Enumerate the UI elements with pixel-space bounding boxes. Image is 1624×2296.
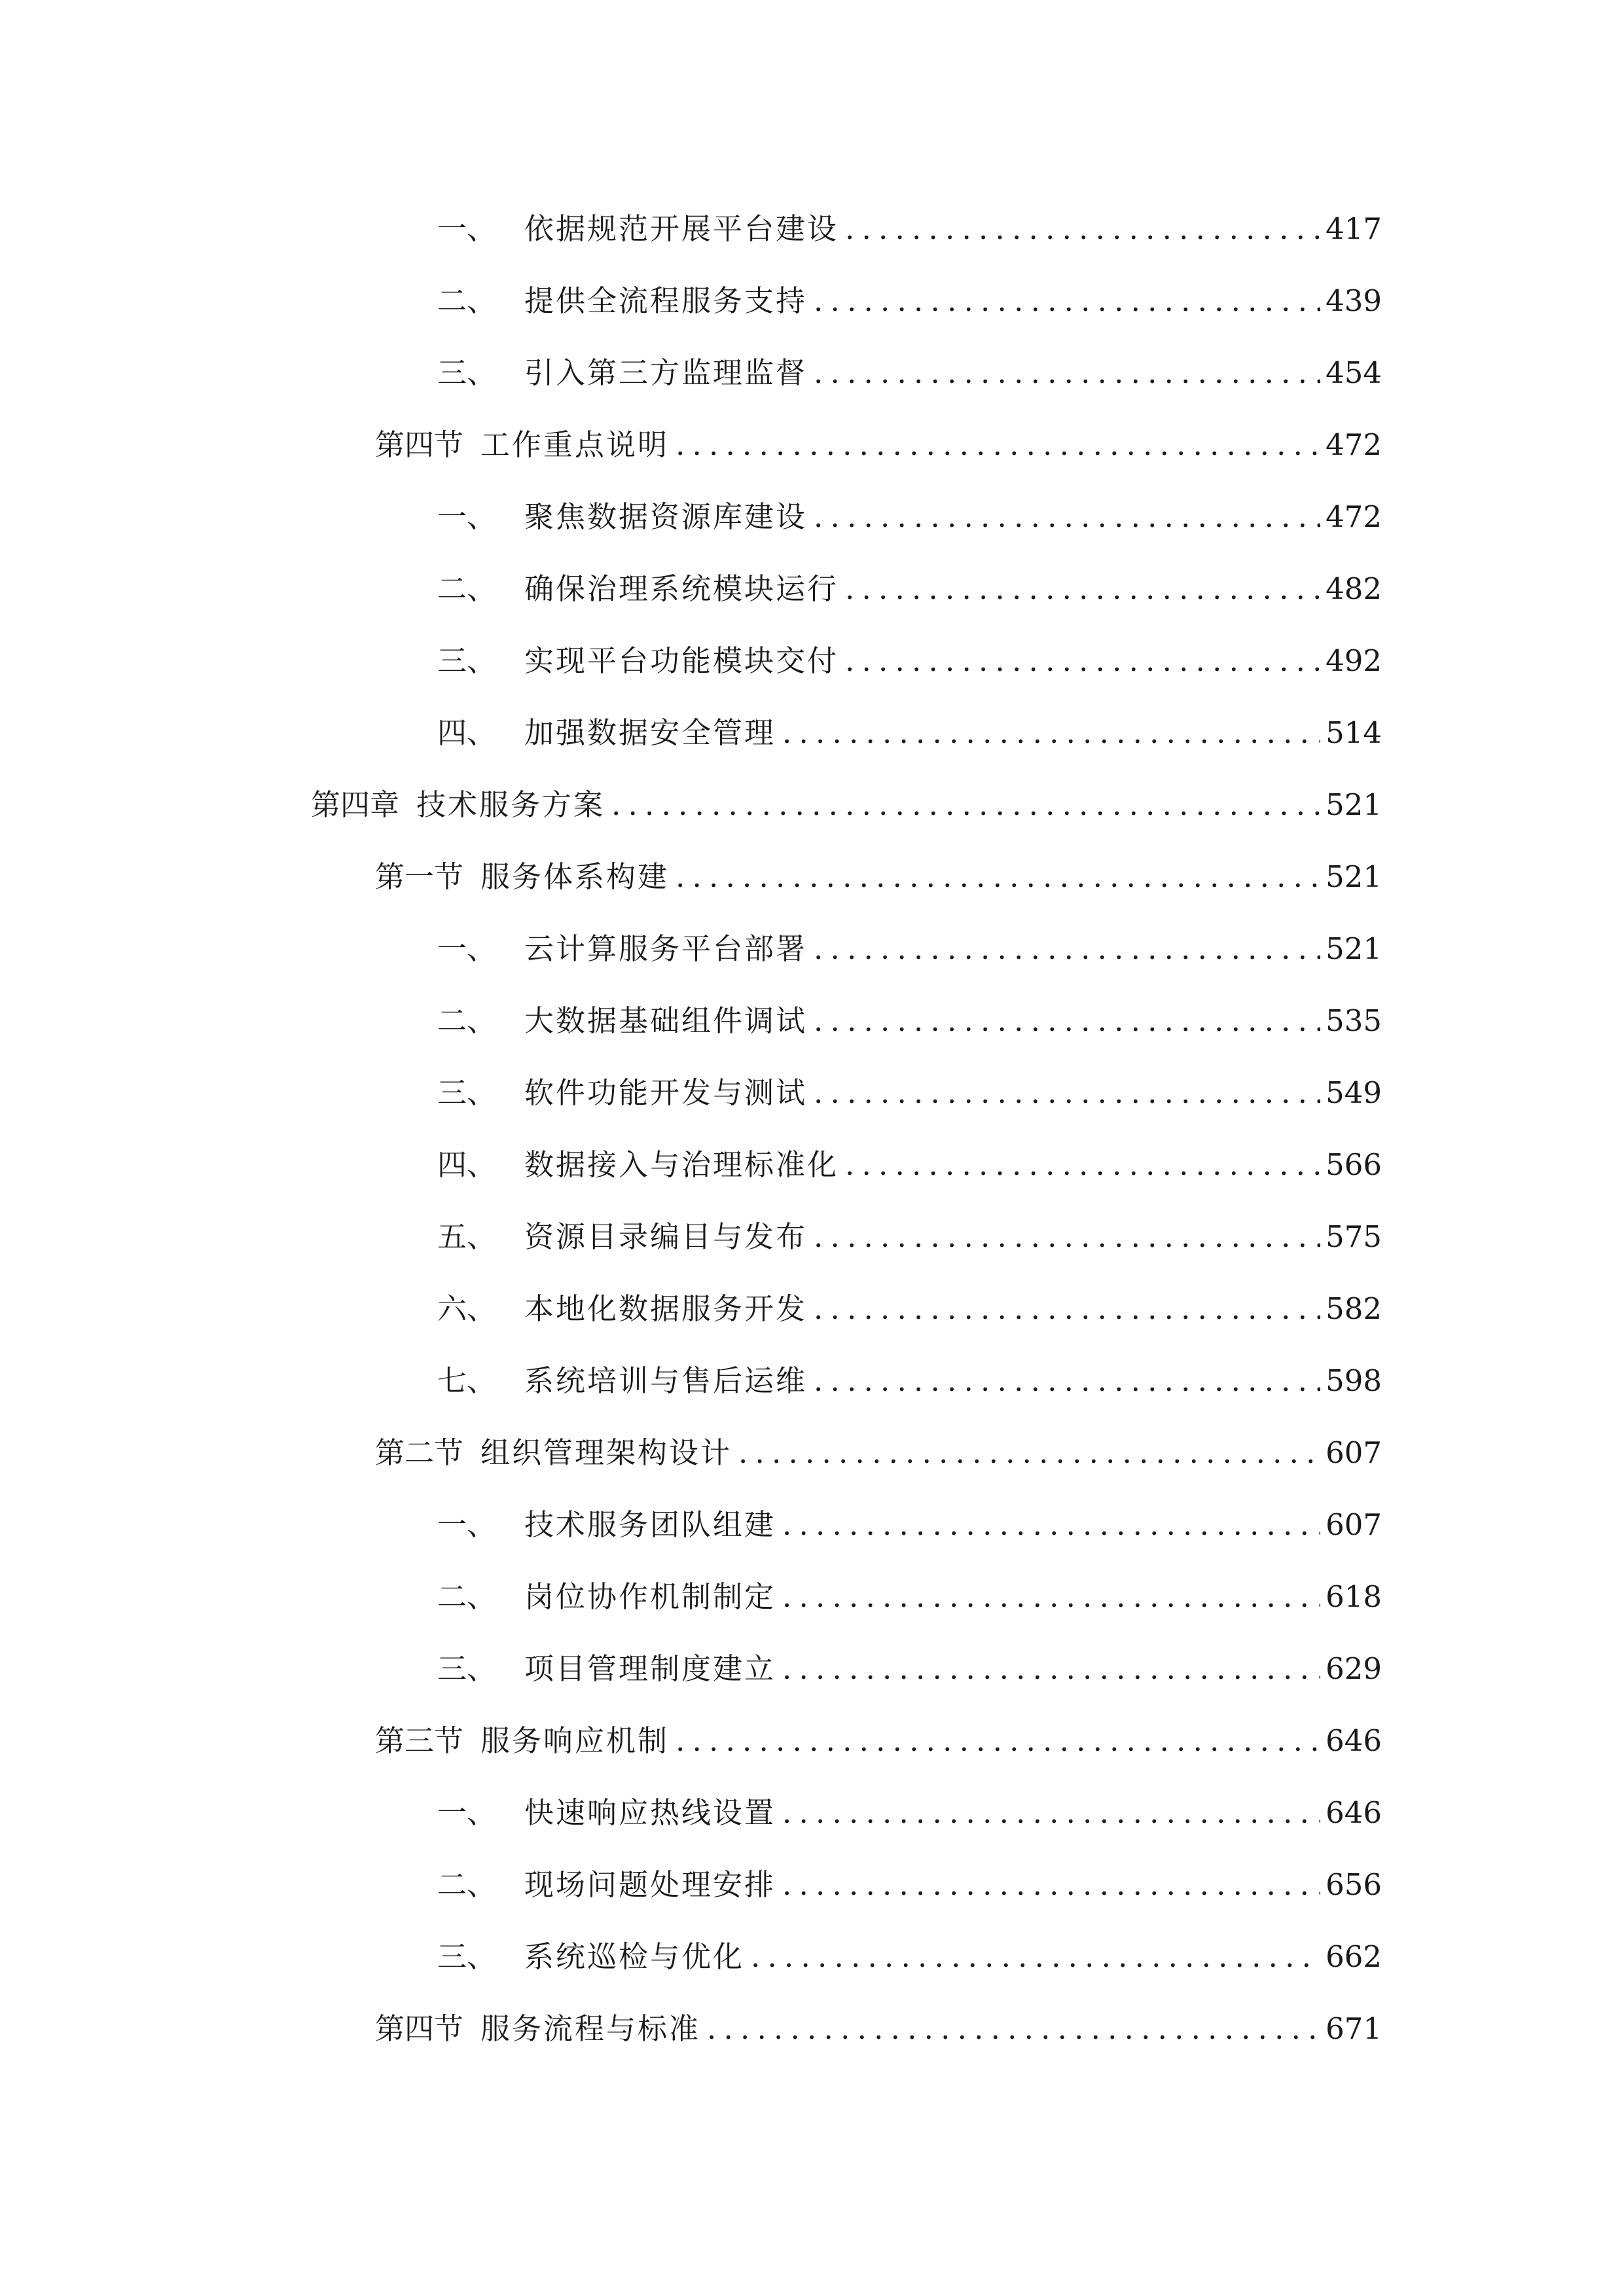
toc-entry[interactable] bbox=[437, 1499, 1382, 1551]
toc-entry[interactable] bbox=[437, 347, 1382, 399]
dot-leader bbox=[776, 1571, 1320, 1623]
toc-entry-page: 662 bbox=[1326, 1939, 1382, 1974]
toc-entry-title: 资源目录编目与发布 bbox=[524, 1219, 808, 1254]
dot-leader bbox=[669, 851, 1320, 903]
toc-entry-number: 第一节 bbox=[375, 859, 464, 894]
toc-entry-number: 一、 bbox=[437, 931, 497, 966]
toc-entry[interactable] bbox=[437, 275, 1382, 327]
toc-entry-title: 现场问题处理安排 bbox=[524, 1867, 776, 1902]
toc-entry-title: 岗位协作机制制定 bbox=[524, 1579, 776, 1614]
toc-entry-title: 确保治理系统模块运行 bbox=[524, 571, 839, 606]
toc-entry[interactable] bbox=[437, 203, 1382, 255]
toc-entry-page: 521 bbox=[1326, 931, 1382, 966]
toc-entry-page: 607 bbox=[1326, 1435, 1382, 1470]
toc-entry-number: 第三节 bbox=[375, 1723, 464, 1758]
dot-leader bbox=[839, 203, 1320, 255]
toc-entry-number: 二、 bbox=[437, 283, 497, 318]
toc-entry-title: 组织管理架构设计 bbox=[480, 1435, 732, 1470]
toc-entry[interactable] bbox=[311, 779, 1382, 831]
toc-entry-page: 629 bbox=[1326, 1651, 1382, 1686]
toc-entry-number: 七、 bbox=[437, 1363, 497, 1398]
dot-leader bbox=[807, 1283, 1320, 1335]
toc-entry-page: 607 bbox=[1326, 1507, 1382, 1542]
toc-entry-title: 项目管理制度建立 bbox=[524, 1651, 776, 1686]
toc-entry-page: 575 bbox=[1326, 1219, 1382, 1254]
dot-leader bbox=[807, 1355, 1320, 1407]
toc-entry-page: 549 bbox=[1326, 1075, 1382, 1110]
toc-entry[interactable] bbox=[375, 2003, 1382, 2055]
toc-entry-page: 582 bbox=[1326, 1291, 1382, 1326]
toc-entry-title: 系统培训与售后运维 bbox=[524, 1363, 808, 1398]
toc-entry-number: 第四节 bbox=[375, 2011, 464, 2046]
toc-entry-page: 671 bbox=[1326, 2011, 1382, 2046]
toc-entry[interactable] bbox=[437, 923, 1382, 975]
dot-leader bbox=[839, 1139, 1320, 1191]
toc-entry-title: 依据规范开展平台建设 bbox=[524, 211, 839, 246]
toc-entry-page: 454 bbox=[1326, 355, 1382, 390]
toc-entry-page: 566 bbox=[1326, 1147, 1382, 1182]
dot-leader bbox=[807, 275, 1320, 327]
toc-entry-number: 二、 bbox=[437, 571, 497, 606]
toc-entry-title: 数据接入与治理标准化 bbox=[524, 1147, 839, 1182]
toc-entry[interactable] bbox=[437, 1139, 1382, 1191]
toc-entry[interactable] bbox=[437, 1283, 1382, 1335]
toc-entry-page: 492 bbox=[1326, 643, 1382, 678]
toc-entry-number: 三、 bbox=[437, 1075, 497, 1110]
toc-entry-number: 一、 bbox=[437, 211, 497, 246]
toc-entry-number: 三、 bbox=[437, 355, 497, 390]
toc-entry-title: 加强数据安全管理 bbox=[524, 715, 776, 750]
toc-entry-number: 六、 bbox=[437, 1291, 497, 1326]
toc-entry-title: 服务体系构建 bbox=[480, 859, 670, 894]
toc-entry-title: 本地化数据服务开发 bbox=[524, 1291, 808, 1326]
toc-entry-page: 439 bbox=[1326, 283, 1382, 318]
toc-entry-title: 云计算服务平台部署 bbox=[524, 931, 808, 966]
toc-entry[interactable] bbox=[375, 851, 1382, 903]
toc-entry[interactable] bbox=[437, 1787, 1382, 1839]
toc-entry-title: 工作重点说明 bbox=[480, 427, 670, 462]
dot-leader bbox=[605, 779, 1320, 831]
dot-leader bbox=[776, 1643, 1320, 1695]
toc-entry-number: 第四章 bbox=[311, 787, 400, 822]
toc-entry[interactable] bbox=[437, 635, 1382, 687]
toc-entry[interactable] bbox=[437, 491, 1382, 543]
toc-entry[interactable] bbox=[437, 1067, 1382, 1119]
toc-entry[interactable] bbox=[375, 1715, 1382, 1767]
dot-leader bbox=[776, 1787, 1320, 1839]
toc-entry[interactable] bbox=[375, 419, 1382, 471]
toc-entry-page: 646 bbox=[1326, 1795, 1382, 1830]
toc-entry[interactable] bbox=[437, 1571, 1382, 1623]
toc-entry-title: 聚焦数据资源库建设 bbox=[524, 499, 808, 534]
toc-entry[interactable] bbox=[437, 1643, 1382, 1695]
toc-entry-title: 服务流程与标准 bbox=[480, 2011, 701, 2046]
dot-leader bbox=[776, 1499, 1320, 1551]
dot-leader bbox=[700, 2003, 1320, 2055]
toc-entry-number: 三、 bbox=[437, 1939, 497, 1974]
dot-leader bbox=[807, 1211, 1320, 1263]
dot-leader bbox=[807, 491, 1320, 543]
dot-leader bbox=[807, 1067, 1320, 1119]
toc-entry-title: 大数据基础组件调试 bbox=[524, 1003, 808, 1038]
toc-entry-number: 五、 bbox=[437, 1219, 497, 1254]
toc-entry[interactable] bbox=[437, 1859, 1382, 1911]
toc-entry-number: 三、 bbox=[437, 643, 497, 678]
toc-entry-page: 521 bbox=[1326, 859, 1382, 894]
toc-entry-number: 一、 bbox=[437, 1795, 497, 1830]
toc-entry-number: 第四节 bbox=[375, 427, 464, 462]
toc-entry[interactable] bbox=[437, 707, 1382, 759]
toc-entry-page: 482 bbox=[1326, 571, 1382, 606]
toc-entry-title: 快速响应热线设置 bbox=[524, 1795, 776, 1830]
toc-entry-page: 417 bbox=[1326, 211, 1382, 246]
toc-entry-page: 514 bbox=[1326, 715, 1382, 750]
toc-entry-title: 技术服务团队组建 bbox=[524, 1507, 776, 1542]
dot-leader bbox=[807, 923, 1320, 975]
toc-entry-page: 521 bbox=[1326, 787, 1382, 822]
toc-entry-number: 四、 bbox=[437, 715, 497, 750]
dot-leader bbox=[839, 563, 1320, 615]
toc-entry-page: 535 bbox=[1326, 1003, 1382, 1038]
toc-entry-number: 一、 bbox=[437, 1507, 497, 1542]
toc-entry-title: 系统巡检与优化 bbox=[524, 1939, 745, 1974]
toc-entry-number: 二、 bbox=[437, 1003, 497, 1038]
dot-leader bbox=[669, 419, 1320, 471]
toc-entry[interactable] bbox=[437, 1355, 1382, 1407]
toc-entry-number: 二、 bbox=[437, 1579, 497, 1614]
toc-entry-title: 实现平台功能模块交付 bbox=[524, 643, 839, 678]
toc-entry-page: 646 bbox=[1326, 1723, 1382, 1758]
dot-leader bbox=[807, 347, 1320, 399]
toc-entry-number: 第二节 bbox=[375, 1435, 464, 1470]
toc-entry[interactable] bbox=[437, 1211, 1382, 1263]
toc-entry-title: 软件功能开发与测试 bbox=[524, 1075, 808, 1110]
toc-entry[interactable] bbox=[437, 563, 1382, 615]
toc-entry-title: 提供全流程服务支持 bbox=[524, 283, 808, 318]
dot-leader bbox=[776, 707, 1320, 759]
toc-entry-page: 618 bbox=[1326, 1579, 1382, 1614]
toc-entry[interactable] bbox=[437, 995, 1382, 1047]
toc-entry-page: 472 bbox=[1326, 499, 1382, 534]
dot-leader bbox=[732, 1427, 1320, 1479]
toc-entry-number: 二、 bbox=[437, 1867, 497, 1902]
dot-leader bbox=[839, 635, 1320, 687]
toc-entry[interactable] bbox=[437, 1931, 1382, 1983]
dot-leader bbox=[807, 995, 1320, 1047]
dot-leader bbox=[776, 1859, 1320, 1911]
toc-entry-page: 656 bbox=[1326, 1867, 1382, 1902]
toc-entry-number: 一、 bbox=[437, 499, 497, 534]
dot-leader bbox=[669, 1715, 1320, 1767]
toc-entry-number: 四、 bbox=[437, 1147, 497, 1182]
toc-entry-page: 598 bbox=[1326, 1363, 1382, 1398]
toc-entry-title: 服务响应机制 bbox=[480, 1723, 670, 1758]
toc-entry-page: 472 bbox=[1326, 427, 1382, 462]
toc-entry-title: 技术服务方案 bbox=[416, 787, 605, 822]
toc-entry-title: 引入第三方监理监督 bbox=[524, 355, 808, 390]
toc-entry-number: 三、 bbox=[437, 1651, 497, 1686]
toc-entry[interactable] bbox=[375, 1427, 1382, 1479]
dot-leader bbox=[744, 1931, 1320, 1983]
